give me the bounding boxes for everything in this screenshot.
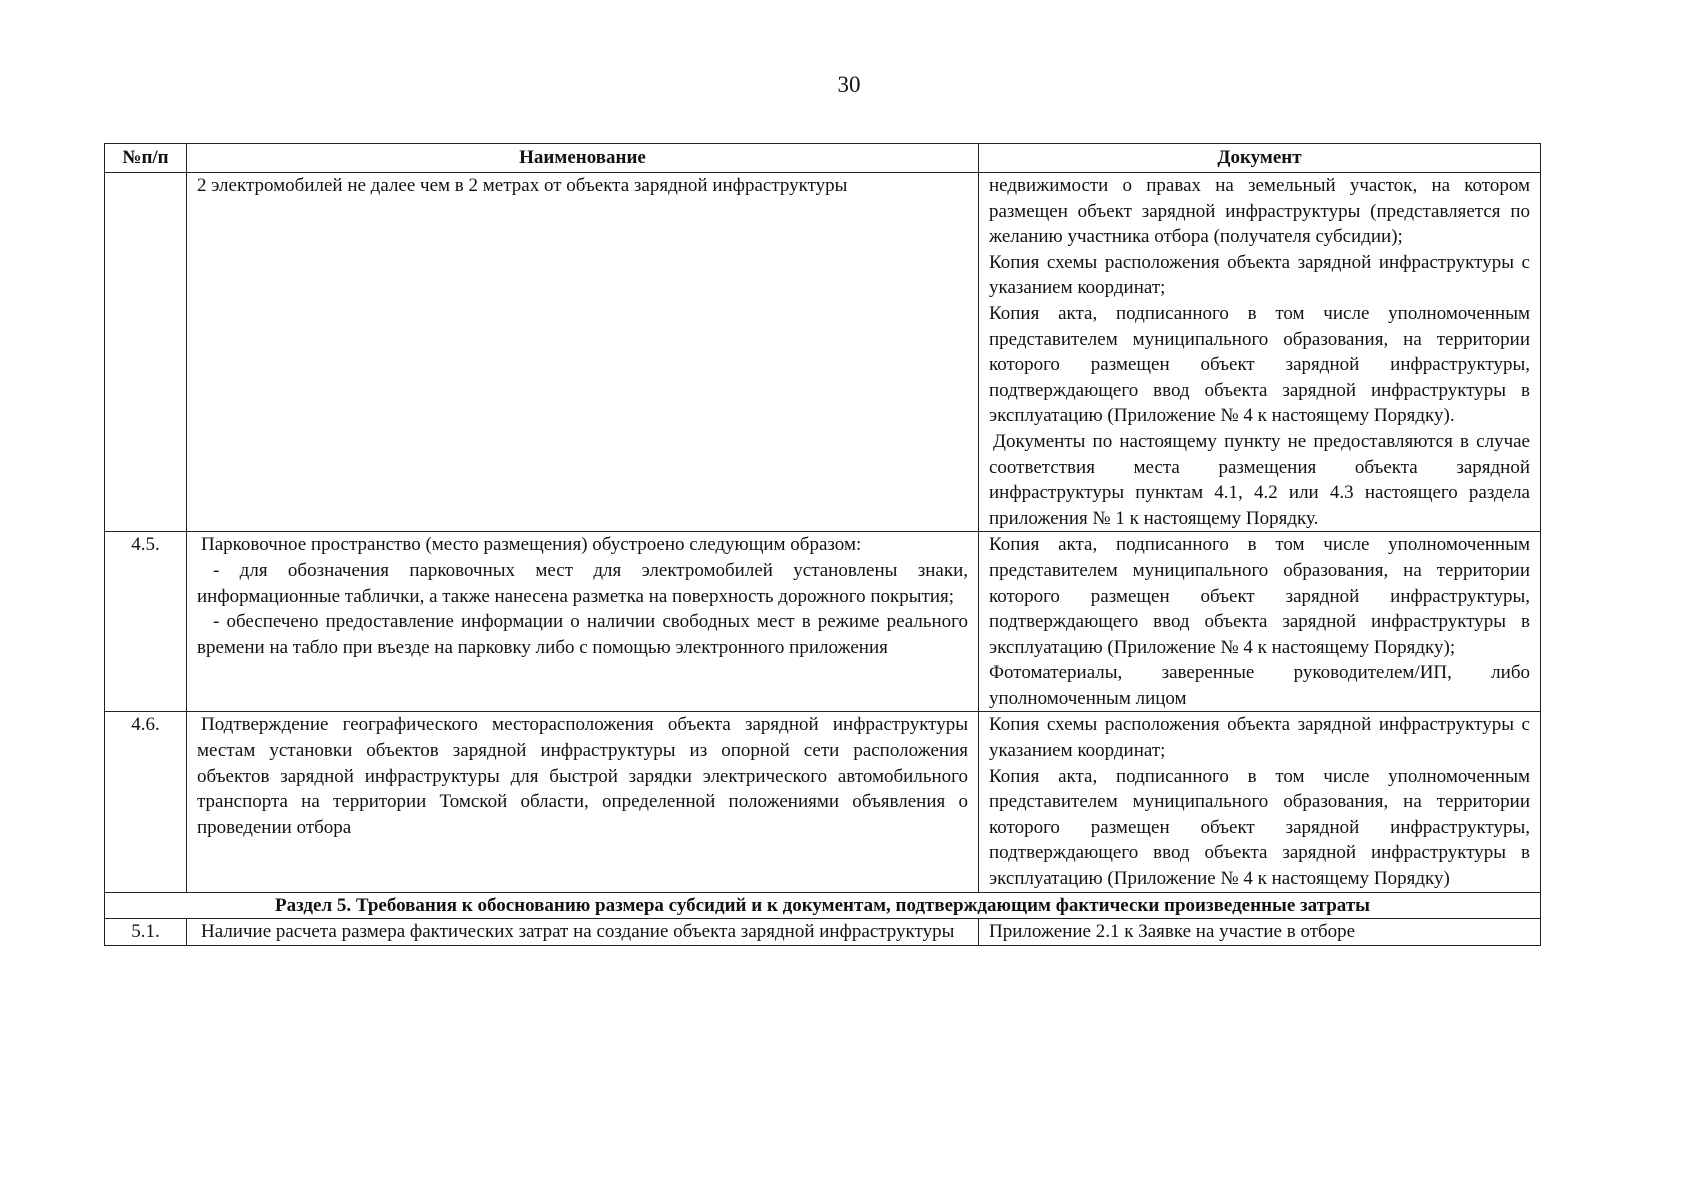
table-header-row	[105, 144, 1541, 173]
document-paragraph: Копия акта, подписанного в том числе уполномоченным представителем муниципального образования, на территории которого размещен объект зарядной инфраструктуры, подтверждающего ввод объекта зарядной инфраструктуры в эксплуатацию (Приложение № 4 к настоящему Порядку).	[989, 302, 1530, 427]
row-name-text: 2 электромобилей не далее чем в 2 метрах от объекта зарядной инфраструктуры	[197, 175, 848, 196]
row-name	[187, 173, 979, 532]
row-document	[979, 173, 1541, 532]
document-paragraph: Копия акта, подписанного в том числе уполномоченным представителем муниципального образования, на территории которого размещен объект зарядной инфраструктуры, подтверждающего ввод объекта зарядной инфраструктуры в эксплуатацию (Приложение № 4 к настоящему Порядку);	[989, 534, 1530, 658]
table-row	[105, 532, 1541, 712]
section-title: Раздел 5. Требования к обоснованию размера субсидий и к документам, подтверждающим фактически произведенные затраты	[105, 892, 1541, 919]
row-number: 4.5.	[105, 532, 187, 712]
row-name-paragraph: - для обозначения парковочных мест для электромобилей установлены знаки, информационные таблички, а также нанесена разметка на поверхность дорожного покрытия;	[197, 559, 968, 607]
row-name-paragraph: - обеспечено предоставление информации о наличии свободных мест в режиме реального времени на табло при въезде на парковку либо с помощью электронного приложения	[197, 611, 968, 658]
row-document	[979, 919, 1541, 946]
document-paragraph: Копия схемы расположения объекта зарядной инфраструктуры с указанием координат;	[989, 714, 1530, 762]
document-paragraph: недвижимости о правах на земельный участок, на котором размещен объект зарядной инфраструктуры (представляется по желанию участника отбора (получателя субсидии);	[989, 175, 1530, 248]
row-number	[105, 173, 187, 532]
row-number: 5.1.	[105, 919, 187, 946]
document-paragraph: Приложение 2.1 к Заявке на участие в отборе	[989, 921, 1356, 943]
row-name-text: Подтверждение географического месторасположения объекта зарядной инфраструктуры местам установки объектов зарядной инфраструктуры из опорной сети расположения объектов зарядной инфраструктуры для быстрой зарядки электрического автомобильного транспорта на территории Томской области, определенной положениями объявления о проведении отбора	[197, 714, 968, 838]
requirements-table	[104, 143, 1541, 946]
document-paragraph: Копия схемы расположения объекта зарядной инфраструктуры с указанием координат;	[989, 251, 1530, 299]
row-number: 4.6.	[105, 712, 187, 892]
row-document	[979, 712, 1541, 892]
page-number: 30	[837, 72, 861, 97]
header-document: Документ	[979, 144, 1541, 173]
row-name-text: Наличие расчета размера фактических затрат на создание объекта зарядной инфраструктуры	[201, 921, 955, 943]
row-name-paragraph: Парковочное пространство (место размещения) обустроено следующим образом:	[201, 534, 862, 556]
table-row	[105, 173, 1541, 532]
row-name	[187, 712, 979, 892]
row-name	[187, 532, 979, 712]
header-name: Наименование	[187, 144, 979, 173]
document-paragraph: Документы по настоящему пункту не предоставляются в случае соответствия места размещения объекта зарядной инфраструктуры пунктам 4.1, 4.2 или 4.3 настоящего раздела приложения № 1 к настоящему Порядку.	[989, 430, 1530, 529]
row-document	[979, 532, 1541, 712]
row-name	[187, 919, 979, 946]
table-row	[105, 712, 1541, 892]
document-paragraph: Фотоматериалы, заверенные руководителем/ИП, либо уполномоченным лицом	[989, 662, 1530, 709]
section-header-row	[105, 892, 1541, 919]
header-number: №п/п	[105, 144, 187, 173]
table-row	[105, 919, 1541, 946]
document-paragraph: Копия акта, подписанного в том числе уполномоченным представителем муниципального образования, на территории которого размещен объект зарядной инфраструктуры, подтверждающего ввод объекта зарядной инфраструктуры в эксплуатацию (Приложение № 4 к настоящему Порядку)	[989, 765, 1530, 890]
